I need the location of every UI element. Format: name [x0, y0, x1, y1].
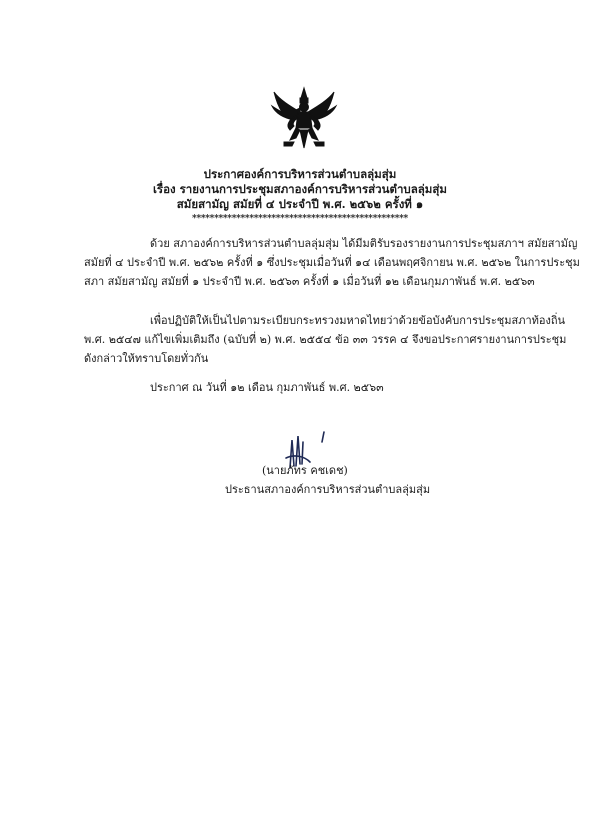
signer-position: ประธานสภาองค์การบริหารส่วนตำบลลุ่มสุ่ม [225, 483, 431, 496]
paragraph-1-line-1: ด้วย สภาองค์การบริหารส่วนตำบลลุ่มสุ่ม ได้มีมติรับรองรายงานการประชุมสภาฯ สมัยสามัญ [150, 237, 578, 250]
header-separator: ************************************************* [192, 214, 408, 224]
paragraph-2-line-1: เพื่อปฏิบัติให้เป็นไปตามระเบียบกระทรวงมหาดไทยว่าด้วยข้อบังคับการประชุมสภาท้องถิ่น [150, 314, 566, 327]
signer-name: (นายภัทร คชเดช) [262, 464, 348, 477]
document-title: ประกาศองค์การบริหารส่วนตำบลลุ่มสุ่ม [203, 167, 397, 181]
paragraph-2-line-2: พ.ศ. ๒๕๔๗ แก้ไขเพิ่มเติมถึง (ฉบับที่ ๒) พ.ศ. ๒๕๕๔ ข้อ ๓๓ วรรค ๔ จึงขอประกาศรายงานการประชุม [84, 333, 567, 346]
document-session: สมัยสามัญ สมัยที่ ๔ ประจำปี พ.ศ. ๒๕๖๒ ครั้งที่ ๑ [176, 197, 424, 211]
paragraph-2-line-3: ดังกล่าวให้ทราบโดยทั่วกัน [84, 352, 209, 365]
document-subject: เรื่อง รายงานการประชุมสภาองค์การบริหารส่วนตำบลลุ่มสุ่ม [153, 182, 447, 196]
paragraph-1-line-3: สภา สมัยสามัญ สมัยที่ ๑ ประจำปี พ.ศ. ๒๕๖๓ ครั้งที่ ๑ เมื่อวันที่ ๑๒ เดือนกุมภาพันธ์ พ.ศ. ๒๕๖๓ [84, 275, 535, 288]
garuda-emblem-icon [270, 86, 338, 152]
announcement-date: ประกาศ ณ วันที่ ๑๒ เดือน กุมภาพันธ์ พ.ศ. ๒๕๖๓ [150, 381, 384, 394]
paragraph-1-line-2: สมัยที่ ๔ ประจำปี พ.ศ. ๒๕๖๒ ครั้งที่ ๑ ซึ่งประชุมเมื่อวันที่ ๑๔ เดือนพฤศจิกายน พ.ศ. ๒๕๖๒ ในการประชุม [84, 256, 580, 269]
